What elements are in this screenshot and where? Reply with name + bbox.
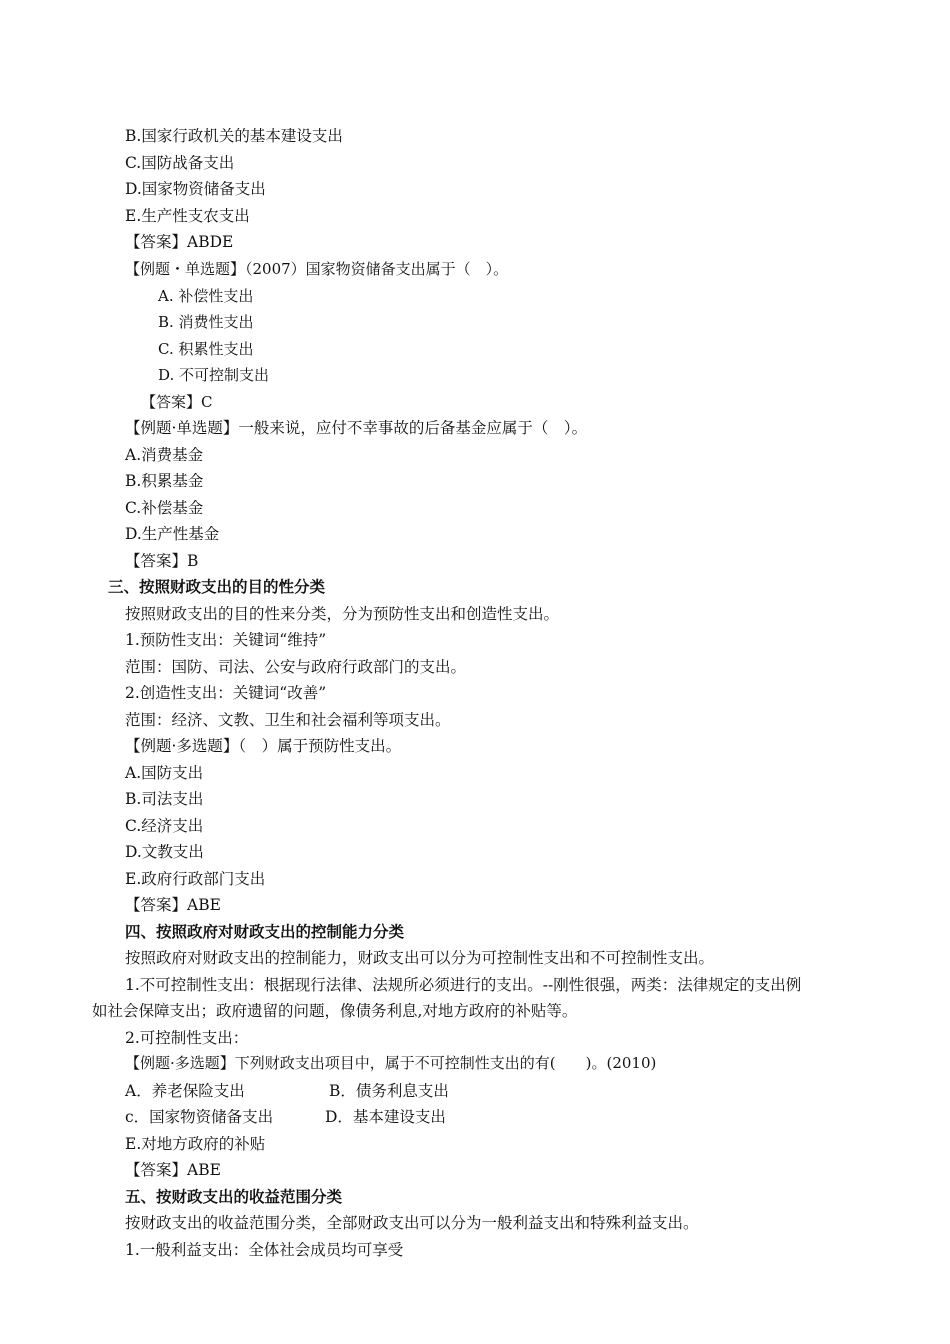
paragraph: 按照政府对财政支出的控制能力，财政支出可以分为可控制性支出和不可控制性支出。 — [125, 949, 715, 967]
answer-line: 【答案】B — [125, 552, 199, 570]
option-e-line: E.对地方政府的补贴 — [125, 1135, 266, 1153]
answer-line: 【答案】ABDE — [125, 233, 234, 251]
paragraph: 范围：国防、司法、公安与政府行政部门的支出。 — [125, 658, 467, 676]
example-question: 【例题·多选题】下列财政支出项目中，属于不可控制性支出的有( )。(2010) — [125, 1054, 657, 1072]
option-a-line: A.消费基金 — [125, 446, 204, 464]
section-heading: 五、按财政支出的收益范围分类 — [125, 1187, 343, 1206]
option-c-line: C. 积累性支出 — [158, 340, 254, 358]
paragraph: 2.创造性支出：关键词“改善” — [125, 684, 327, 702]
section-heading: 四、按照政府对财政支出的控制能力分类 — [125, 922, 405, 941]
option-d-line: D.文教支出 — [125, 843, 204, 861]
paragraph: 1.预防性支出：关键词“维持” — [125, 631, 327, 649]
answer-line: 【答案】ABE — [125, 896, 221, 914]
paragraph: 按照财政支出的目的性来分类，分为预防性支出和创造性支出。 — [125, 605, 560, 623]
option-c-line: C.国防战备支出 — [125, 154, 235, 172]
option-a-line: A.国防支出 — [125, 764, 204, 782]
paragraph: 如社会保障支出；政府遗留的问题，像债务利息,对地方政府的补贴等。 — [92, 1002, 578, 1020]
example-question: 【例题・单选题】（2007）国家物资储备支出属于（ ）。 — [125, 260, 509, 278]
option-d-line: D．基本建设支出 — [325, 1108, 446, 1126]
option-c-line: c．国家物资储备支出 — [125, 1108, 274, 1126]
option-d-line: D.国家物资储备支出 — [125, 180, 266, 198]
option-d-line: D. 不可控制支出 — [158, 366, 270, 384]
option-b-line: B.积累基金 — [125, 472, 204, 490]
answer-line: 【答案】C — [141, 393, 213, 411]
paragraph: 按财政支出的收益范围分类，全部财政支出可以分为一般利益支出和特殊利益支出。 — [125, 1214, 699, 1232]
option-b-line: B．债务利息支出 — [329, 1082, 449, 1100]
answer-line: 【答案】ABE — [125, 1161, 221, 1179]
paragraph: 1.不可控制性支出：根据现行法律、法规所必须进行的支出。--刚性很强，两类：法律规定的支出例 — [125, 976, 802, 994]
option-d-line: D.生产性基金 — [125, 525, 220, 543]
option-a-line: A. 补偿性支出 — [158, 287, 254, 305]
option-e-line: E.生产性支农支出 — [125, 207, 250, 225]
option-b-line: B.司法支出 — [125, 790, 204, 808]
section-heading: 三、按照财政支出的目的性分类 — [108, 577, 326, 596]
option-e-line: E.政府行政部门支出 — [125, 870, 266, 888]
option-b-line: B.国家行政机关的基本建设支出 — [125, 127, 343, 145]
option-c-line: C.经济支出 — [125, 817, 204, 835]
paragraph: 范围：经济、文教、卫生和社会福利等项支出。 — [125, 711, 451, 729]
example-question: 【例题·单选题】一般来说，应付不幸事故的后备基金应属于（ ）。 — [125, 419, 588, 437]
option-a-line: A．养老保险支出 — [125, 1082, 245, 1100]
option-b-line: B. 消费性支出 — [158, 313, 254, 331]
example-question: 【例题·多选题】（ ）属于预防性支出。 — [125, 737, 402, 755]
paragraph: 1.一般利益支出：全体社会成员均可享受 — [125, 1241, 404, 1259]
paragraph: 2.可控制性支出： — [125, 1029, 249, 1047]
option-c-line: C.补偿基金 — [125, 499, 204, 517]
